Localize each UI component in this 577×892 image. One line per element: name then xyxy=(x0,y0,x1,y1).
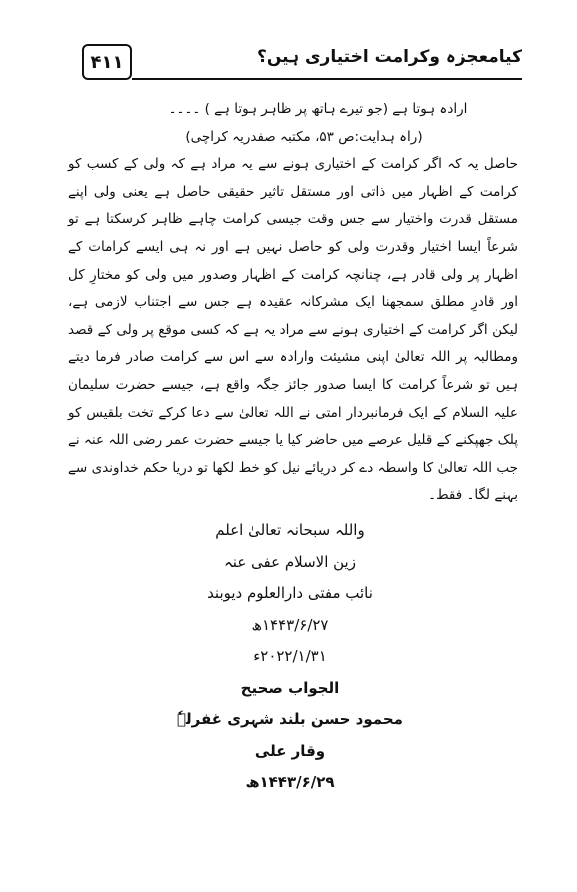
endorser-date: ۱۴۴۳/۶/۲۹ھ xyxy=(245,773,335,791)
endorser-name-2: وقار علی xyxy=(254,741,326,760)
author-designation: نائب مفتی دارالعلوم دیوبند xyxy=(207,584,373,602)
reference-citation: (راہ ہدایت:ص ۵۳، مکتبہ صفدریہ کراچی) xyxy=(185,128,423,145)
endorsement-heading: الجواب صحیح xyxy=(240,678,340,697)
hijri-date: ۱۴۴۳/۶/۲۷ھ xyxy=(251,615,329,634)
running-title: کیامعجزہ وکرامت اختیاری ہیں؟ xyxy=(256,47,522,67)
page-header xyxy=(82,44,522,88)
gregorian-date: ۲۰۲۲/۱/۳۱ء xyxy=(253,647,327,665)
page-body xyxy=(68,96,518,510)
endorser-name-1: محمود حسن بلند شہری غفرلہٗ xyxy=(177,710,403,728)
page-number: ۴۱۱ xyxy=(82,44,132,80)
quote-line: ارادہ ہوتا ہے (جو تیرے ہاتھ پر ظاہر ہوتا ہے ) ۔۔۔۔ xyxy=(168,101,468,117)
fatwa-signoff xyxy=(140,515,440,799)
header-rule xyxy=(132,78,522,80)
closing-formula: واللہ سبحانہ تعالیٰ اعلم xyxy=(215,521,365,539)
main-paragraph: حاصل یہ کہ اگر کرامت کے اختیاری ہونے سے یہ مراد ہے کہ ولی کے کسب کو کرامت کے اظہار میں ذاتی اور مستقل تاثیر حقیقی حاصل ہے یعنی ولی اپنے مستقل قدرت واختیار سے جس وقت جیسی کرامت چاہے ظاہر کرسکتا ہے تو شرعاً ایسا اختیار وقدرت ولی کو حاصل نہیں ہے اور نہ ہی ایسے کرامات کے اظہار پر ولی قادر ہے، چنانچہ کرامت کے اظہار وصدور میں ولی کو مختارِ کل اور قادرِ مطلق سمجھنا ایک مشرکانہ عقیدہ ہے جس سے اجتناب لازمی ہے، لیکن اگر کرامت کے اختیاری ہونے سے مراد یہ ہے کہ کسی موقع پر ولی کے قصد ومطالبہ پر اللہ تعالیٰ اپنی مشیئت وارادہ سے اس سے کرامت صادر فرما دیتے ہیں تو شرعاً کرامت کا ایسا صدور جائز جگہ واقع ہے، جیسے حضرت سلیمان علیہ السلام کے ایک فرمانبردار امتی نے اللہ تعالیٰ سے دعا کرکے تخت بلقیس کو پلک جھپکنے کے قلیل عرصے میں حاضر کیا یا جیسے حضرت عمر رضی اللہ عنہ نے جب اللہ تعالیٰ کا واسطہ دے کر دریائے نیل کو خط لکھا تو دریا حکم خداوندی سے بہنے لگا۔ فقط۔ xyxy=(68,156,518,504)
author-name: زین الاسلام عفی عنہ xyxy=(224,552,356,571)
